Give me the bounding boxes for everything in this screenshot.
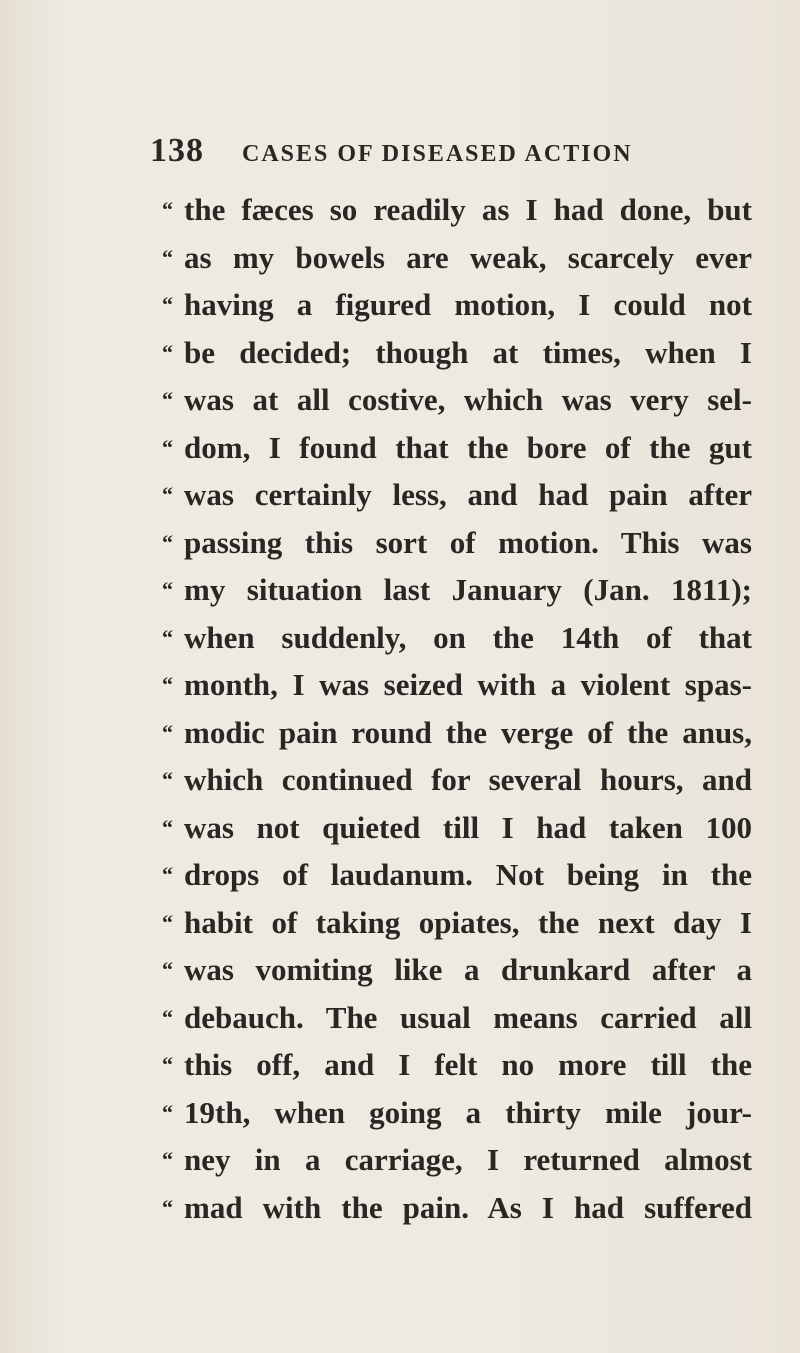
text-line: “ when suddenly, on the 14th of that [162, 614, 752, 662]
quote-mark: “ [162, 719, 173, 745]
text-line: “ modic pain round the verge of the anus, [162, 709, 752, 757]
text-line: “ was certainly less, and had pain after [162, 471, 752, 519]
text-line: “ habit of taking opiates, the next day I [162, 899, 752, 947]
text-line: “ my situation last January (Jan. 1811); [162, 566, 752, 614]
quote-mark: “ [162, 1194, 173, 1220]
text-line: “ this off, and I felt no more till the [162, 1041, 752, 1089]
quote-mark: “ [162, 482, 173, 507]
text-line: “ as my bowels are weak, scarcely ever [162, 234, 752, 282]
text-line: “ which continued for several hours, and [162, 756, 752, 804]
quote-mark: “ [162, 292, 173, 317]
text-line: “ drops of laudanum. Not being in the [162, 851, 752, 899]
text-line: “ month, I was seized with a violent spas- [162, 661, 752, 709]
text-line: “ was vomiting like a drunkard after a [162, 946, 752, 994]
text-line: “ having a figured motion, I could not [162, 281, 752, 329]
quote-mark: “ [162, 1004, 173, 1030]
page-header [150, 132, 633, 172]
text-line: “ debauch. The usual means carried all [162, 994, 752, 1042]
body-text [162, 186, 752, 1231]
quote-mark: “ [162, 909, 173, 935]
quote-mark: “ [162, 577, 173, 602]
text-line: “ was at all costive, which was very sel- [162, 376, 752, 424]
text-line: “ was not quieted till I had taken 100 [162, 804, 752, 852]
quote-mark: “ [162, 672, 173, 697]
quote-mark: “ [162, 1147, 173, 1172]
quote-mark: “ [162, 862, 173, 887]
quote-mark: “ [162, 1052, 173, 1077]
text-line: “ 19th, when going a thirty mile jour- [162, 1089, 752, 1137]
quote-mark: “ [162, 624, 173, 650]
text-line: “ passing this sort of motion. This was [162, 519, 752, 567]
quote-mark: “ [162, 957, 173, 982]
page-number: 138 [150, 132, 204, 169]
quote-mark: “ [162, 197, 173, 222]
quote-mark: “ [162, 529, 173, 555]
quote-mark: “ [162, 1099, 173, 1125]
text-line: “ ney in a carriage, I returned almost [162, 1136, 752, 1184]
text-line: “ dom, I found that the bore of the gut [162, 424, 752, 472]
text-line: “ mad with the pain. As I had suffered [162, 1184, 752, 1232]
text-line: “ be decided; though at times, when I [162, 329, 752, 377]
quote-mark: “ [162, 767, 173, 792]
quote-mark: “ [162, 244, 173, 270]
running-head: CASES OF DISEASED ACTION [242, 141, 633, 167]
text-line: “ the fæces so readily as I had done, but [162, 186, 752, 234]
quote-mark: “ [162, 387, 173, 412]
quote-mark: “ [162, 434, 173, 460]
quote-mark: “ [162, 339, 173, 365]
quote-mark: “ [162, 814, 173, 840]
